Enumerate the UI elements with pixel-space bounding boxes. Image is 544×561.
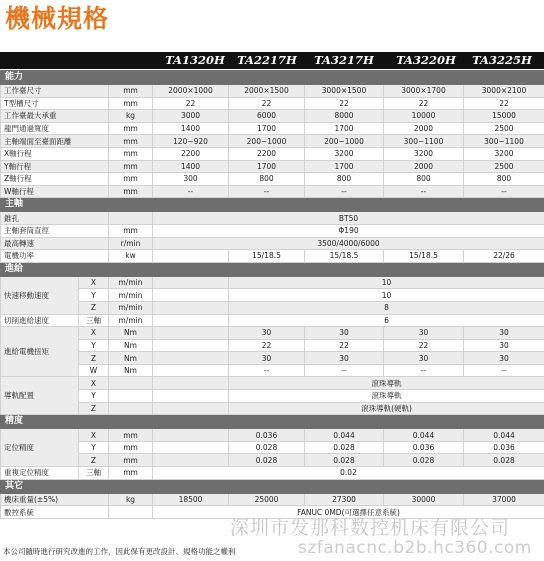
cell-value: 200~1000 [305,135,384,148]
row-unit [109,377,153,390]
cell-value: 8 [229,301,544,314]
cell-value: 1400 [153,122,229,135]
table-row [1,454,544,467]
model-name-5: TA3225H [472,53,532,67]
cell-value [153,301,229,314]
cell-value: 10 [229,289,544,302]
cell-value: 30 [305,352,384,365]
cell-value: -- [464,364,544,377]
row-unit: mm [109,454,153,467]
cell-value: 1700 [229,160,305,173]
cell-value: 10000 [384,110,464,123]
cell-value [153,390,229,403]
cell-value: 0.036 [464,441,544,454]
table-row [1,493,544,506]
table-row [1,122,544,135]
cell-value: 6000 [229,110,305,123]
cell-value: 18500 [153,493,229,506]
cell-value: 27300 [305,493,384,506]
row-unit: kg [109,493,153,506]
cell-value: 2500 [464,122,544,135]
cell-value: 滾珠導軌 [229,377,544,390]
cell-value: 300 [153,173,229,186]
cell-value: BT50 [153,212,544,225]
row-unit: mm [109,85,153,98]
row-label: 機床重量(±5%) [1,493,109,506]
axis-label: Y [79,390,109,403]
row-label: 主軸端面至臺面距離 [1,135,109,148]
row-label: 錐孔 [1,212,109,225]
table-row [1,327,544,340]
row-unit: mm [109,97,153,110]
cell-value: 22 [384,339,464,352]
row-unit: mm [109,160,153,173]
table-row [1,85,544,98]
cell-value: 6 [229,314,544,327]
cell-value: Φ190 [153,224,544,237]
cell-value: -- [305,185,384,198]
table-row [1,237,544,250]
section-feed: 進給 [1,262,544,276]
cell-value [153,352,229,365]
cell-value: 0.028 [384,454,464,467]
model-name-1: TA1320H [165,53,225,67]
row-unit [109,402,153,415]
row-unit: Nm [109,327,153,340]
cell-value: 22 [229,97,305,110]
cell-value: 2200 [229,147,305,160]
table-row [1,390,544,403]
axis-label: Z [79,352,109,365]
group-label: 進給電機扭矩 [1,327,79,377]
model-name-3: TA3217H [314,53,374,67]
row-label: X軸行程 [1,147,109,160]
row-unit: mm [109,441,153,454]
cell-value [153,327,229,340]
model-name-4: TA3220H [396,53,456,67]
cell-value: 0.044 [464,429,544,442]
watermark-url: szfanacnc.b2b.hc360.com [298,538,532,558]
axis-label: Z [79,301,109,314]
table-row [1,212,544,225]
cell-value: 300~1100 [384,135,464,148]
table-row [1,276,544,289]
axis-label: 三軸 [79,467,109,480]
cell-value: 30 [464,352,544,365]
row-unit [109,212,153,225]
cell-value: 0.036 [229,429,305,442]
cell-value: 120~920 [153,135,229,148]
table-row [1,441,544,454]
cell-value: 3200 [384,147,464,160]
row-label: 工作臺最大承重 [1,110,109,123]
row-unit: mm [109,224,153,237]
row-label: 切削進給速度 [1,314,79,327]
row-unit: m/min [109,289,153,302]
axis-label: X [79,327,109,340]
section-spindle: 主軸 [1,198,544,212]
cell-value: 300~1100 [464,135,544,148]
row-unit [109,390,153,403]
axis-label: Y [79,441,109,454]
axis-label: Y [79,339,109,352]
axis-label: X [79,429,109,442]
cell-value: 22 [305,97,384,110]
cell-value: 30 [229,327,305,340]
cell-value: 15/18.5 [384,250,464,263]
axis-label: Z [79,454,109,467]
cell-value [153,441,229,454]
table-row [1,250,544,263]
cell-value: -- [384,364,464,377]
cell-value: 2000 [384,122,464,135]
row-unit: m/min [109,314,153,327]
table-row [1,135,544,148]
cell-value [153,289,229,302]
cell-value: 30000 [384,493,464,506]
section-other: 其它 [1,479,544,493]
row-label: W軸行程 [1,185,109,198]
cell-value: 22 [305,339,384,352]
cell-value: 22 [229,339,305,352]
table-row [1,314,544,327]
table-row [1,97,544,110]
cell-value [153,429,229,442]
cell-value: 0.036 [384,441,464,454]
cell-value: 0.028 [305,441,384,454]
cell-value: FANUC 0MD(可選擇任意系統) [153,506,544,519]
axis-label: X [79,377,109,390]
group-label: 定位精度 [1,429,79,467]
table-row [1,377,544,390]
cell-value: 0.044 [384,429,464,442]
row-label: 主軸套筒直徑 [1,224,109,237]
row-unit: mm [109,147,153,160]
cell-value: 30 [464,339,544,352]
section-capacity: 能力 [1,71,544,85]
row-unit [109,506,153,519]
row-label: Z軸行程 [1,173,109,186]
axis-label: Z [79,402,109,415]
cell-value: 22/26 [464,250,544,263]
cell-value [153,339,229,352]
cell-value: 37000 [464,493,544,506]
cell-value: 800 [464,173,544,186]
row-label: 龍門通過寬度 [1,122,109,135]
cell-value: 2500 [464,160,544,173]
cell-value: 200~1000 [229,135,305,148]
cell-value: 800 [305,173,384,186]
group-label: 快速移動速度 [1,276,79,314]
cell-value: 0.028 [305,454,384,467]
cell-value: -- [384,185,464,198]
table-row [1,289,544,302]
group-label: 導軌配置 [1,377,79,415]
cell-value: 3000×2100 [464,85,544,98]
table-row [1,339,544,352]
cell-value [153,364,229,377]
cell-value: 22 [384,97,464,110]
cell-value: 0.02 [153,467,544,480]
row-unit: mm [109,185,153,198]
table-row [1,147,544,160]
cell-value [153,454,229,467]
footer-note: 本公司隨時進行研究改進的工作，因此保有更改設計、規格功能之權利 [3,547,236,556]
row-unit: mm [109,122,153,135]
row-unit: mm [109,429,153,442]
row-unit: Nm [109,364,153,377]
cell-value: -- [229,185,305,198]
row-label: 重複定位精度 [1,467,79,480]
cell-value: 1400 [153,160,229,173]
cell-value: 30 [229,352,305,365]
cell-value: -- [229,364,305,377]
table-row [1,110,544,123]
spec-table [0,70,544,519]
row-unit: Nm [109,352,153,365]
cell-value: 1700 [305,160,384,173]
cell-value: 3500/4000/6000 [153,237,544,250]
cell-value: 滾珠導軌(硬軌) [229,402,544,415]
cell-value: 1700 [305,122,384,135]
row-unit: mm [109,467,153,480]
cell-value: 10 [229,276,544,289]
cell-value: 0.028 [229,441,305,454]
row-unit: m/min [109,301,153,314]
row-label: 數控系統 [1,506,109,519]
row-unit: Nm [109,339,153,352]
axis-label: X [79,276,109,289]
cell-value: 15000 [464,110,544,123]
cell-value: 2000 [384,160,464,173]
row-label: Y軸行程 [1,160,109,173]
row-label: 電機功率 [1,250,109,263]
cell-value: 800 [229,173,305,186]
cell-value: 30 [305,327,384,340]
table-row [1,160,544,173]
axis-label: 三軸 [79,314,109,327]
table-row [1,301,544,314]
cell-value: 30 [464,327,544,340]
cell-value: -- [464,185,544,198]
watermark-company: 深圳市发那科数控机床有限公司 [230,517,511,539]
cell-value: 滾珠導軌 [229,390,544,403]
cell-value: 2000×1000 [153,85,229,98]
table-row [1,224,544,237]
cell-value: 0.044 [305,429,384,442]
table-row [1,402,544,415]
cell-value [153,276,229,289]
cell-value: -- [153,185,229,198]
cell-value [153,402,229,415]
cell-value: 0.028 [464,454,544,467]
cell-value [153,250,229,263]
table-row [1,185,544,198]
cell-value: 3200 [464,147,544,160]
cell-value: 22 [153,97,229,110]
table-row [1,429,544,442]
cell-value: -- [305,364,384,377]
cell-value [153,314,229,327]
table-row [1,364,544,377]
cell-value: 30 [384,327,464,340]
cell-value: 30 [384,352,464,365]
table-row [1,173,544,186]
row-unit: r/min [109,237,153,250]
row-unit: kw [109,250,153,263]
cell-value: 2200 [153,147,229,160]
cell-value: 2000×1500 [229,85,305,98]
table-row [1,467,544,480]
section-accuracy: 精度 [1,415,544,429]
cell-value: 0.028 [229,454,305,467]
cell-value: 22 [464,97,544,110]
row-unit: m/min [109,276,153,289]
axis-label: W [79,364,109,377]
cell-value: 8000 [305,110,384,123]
row-unit: kg [109,110,153,123]
page-title: 機械規格 [5,4,110,33]
cell-value: 3200 [305,147,384,160]
row-unit: mm [109,135,153,148]
model-header-bar [0,52,544,69]
cell-value: 3000×1500 [305,85,384,98]
row-unit: mm [109,173,153,186]
axis-label: Y [79,289,109,302]
cell-value: 1700 [229,122,305,135]
row-label: 最高轉速 [1,237,109,250]
cell-value: 3000×1700 [384,85,464,98]
row-label: 工作臺尺寸 [1,85,109,98]
row-label: T型槽尺寸 [1,97,109,110]
cell-value: 3000 [153,110,229,123]
cell-value: 800 [384,173,464,186]
cell-value: 15/18.5 [305,250,384,263]
model-name-2: TA2217H [237,53,297,67]
table-row [1,352,544,365]
cell-value [153,377,229,390]
cell-value: 15/18.5 [229,250,305,263]
cell-value: 25000 [229,493,305,506]
